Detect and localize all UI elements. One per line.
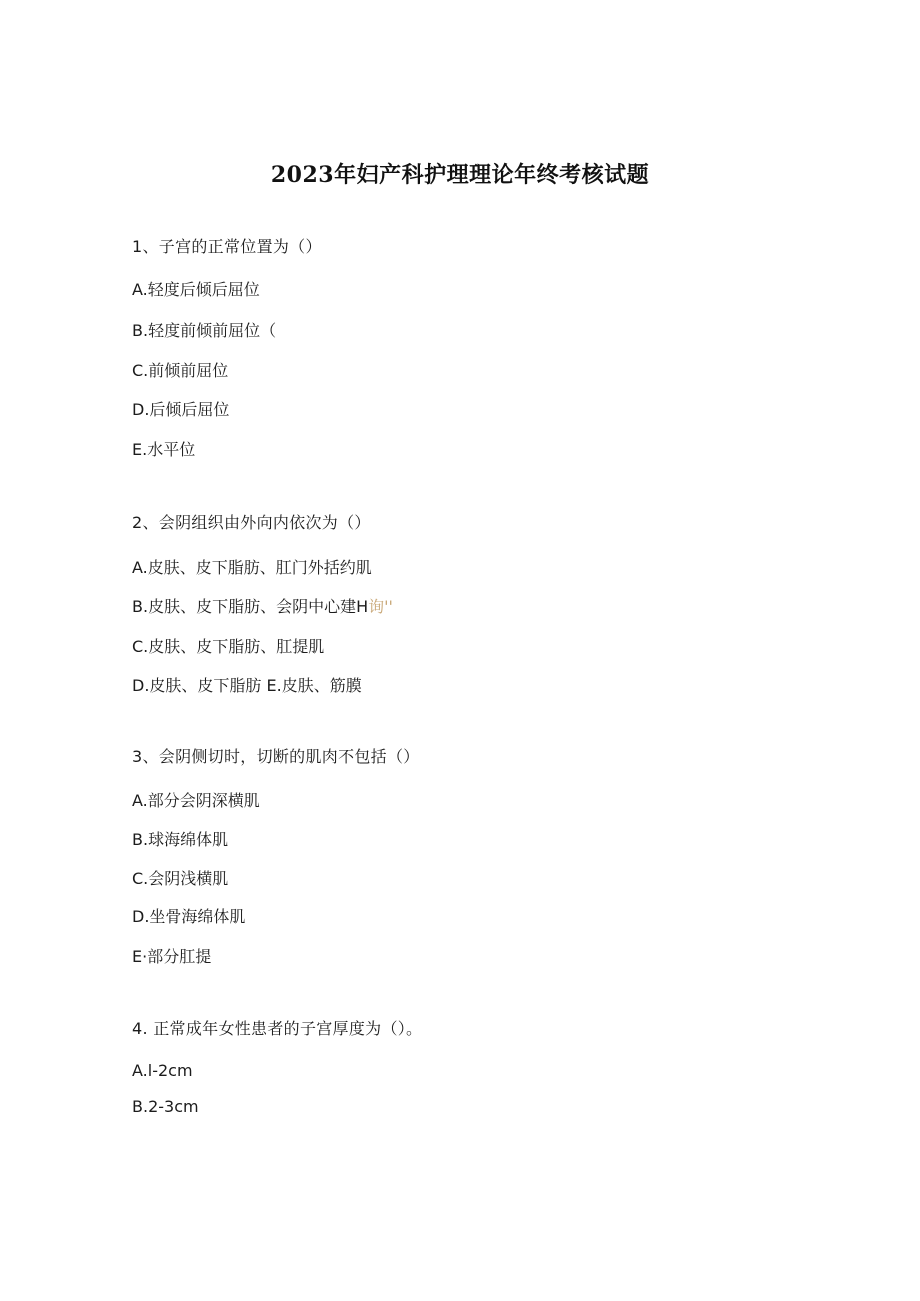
question-2-option-b-smudge: 询'' xyxy=(368,597,393,616)
question-4-stem: 4. 正常成年女性患者的子宫厚度为（）。 xyxy=(132,1019,423,1038)
question-4-option-b: B.2-3cm xyxy=(132,1097,199,1116)
question-1-option-c: C.前倾前屈位 xyxy=(132,361,229,380)
question-2-option-a: A.皮肤、皮下脂肪、肛门外括约肌 xyxy=(132,558,372,577)
question-1-option-b: B.轻度前倾前屈位（ xyxy=(132,321,277,340)
question-3-option-b: B.球海绵体肌 xyxy=(132,830,229,849)
question-2-option-b-row xyxy=(132,597,393,617)
question-3-option-d: D.坐骨海绵体肌 xyxy=(132,907,246,926)
question-3-option-e: E·部分肛提 xyxy=(132,947,212,966)
question-2-stem: 2、会阴组织由外向内依次为（） xyxy=(132,513,371,532)
question-3-option-c: C.会阴浅横肌 xyxy=(132,869,229,888)
document-title: 2023年妇产科护理理论年终考核试题 xyxy=(270,162,650,188)
question-2-option-c: C.皮肤、皮下脂肪、肛提肌 xyxy=(132,637,325,656)
question-1-stem: 1、子宫的正常位置为（） xyxy=(132,237,322,256)
question-3-option-a: A.部分会阴深横肌 xyxy=(132,791,260,810)
question-1-option-d: D.后倾后屈位 xyxy=(132,400,230,419)
question-4-option-a: A.l-2cm xyxy=(132,1061,193,1080)
question-3-stem: 3、会阴侧切时，切断的肌肉不包括（） xyxy=(132,747,420,766)
question-2-option-b: B.皮肤、皮下脂肪、会阴中心建H xyxy=(132,597,369,616)
question-1-option-a: A.轻度后倾后屈位 xyxy=(132,280,260,299)
question-2-option-d: D.皮肤、皮下脂肪 E.皮肤、筋膜 xyxy=(132,676,362,695)
question-1-option-e: E.水平位 xyxy=(132,440,196,459)
